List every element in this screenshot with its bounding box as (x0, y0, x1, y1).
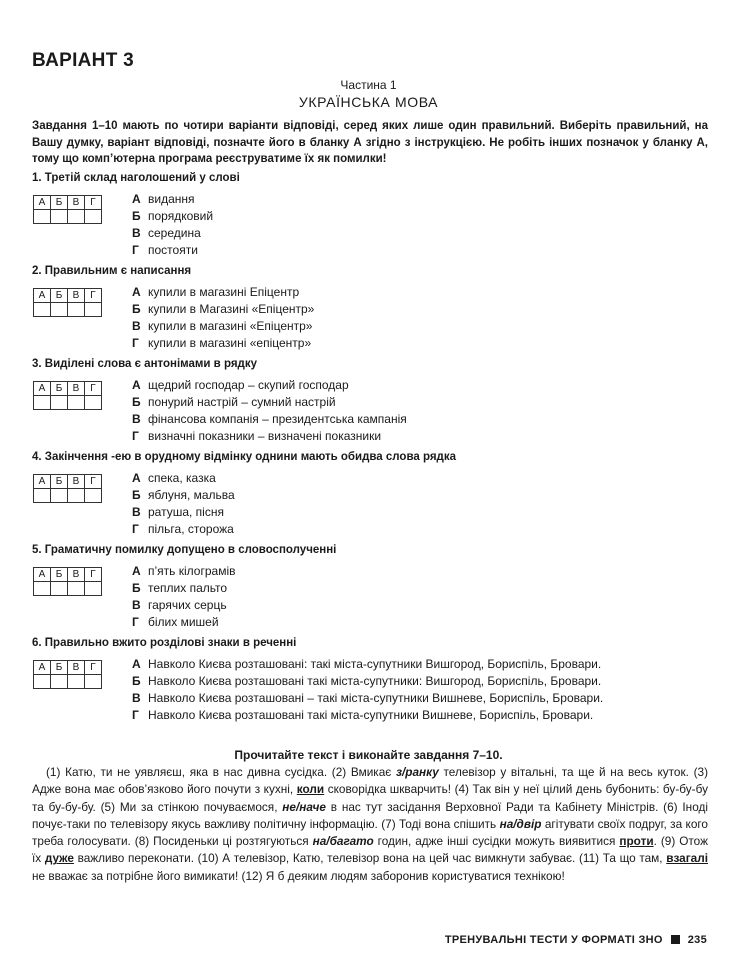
task-question: 5. Граматичну помилку допущено в словосполученні (32, 544, 337, 556)
answer-grid-letter: Б (51, 475, 68, 489)
answer-grid (33, 195, 102, 224)
option-letter: Г (132, 522, 139, 536)
option-item (132, 690, 708, 707)
option-letter: Г (132, 243, 139, 257)
option-letter: А (132, 192, 141, 206)
option-text: купили в Магазині «Епіцентр» (148, 302, 315, 316)
answer-grid-letter: А (34, 196, 51, 210)
task-body (32, 470, 708, 538)
answer-grid-cell[interactable] (85, 303, 102, 317)
option-text: Навколо Києва розташовані такі міста-супутники Вишневе, Бориспіль, Бровари. (148, 708, 594, 722)
option-text: понурий настрій – сумний настрій (148, 395, 336, 409)
answer-grid-cell[interactable] (51, 210, 68, 224)
highlighted-word: на/двір (499, 816, 542, 831)
option-item (132, 301, 708, 318)
option-text: порядковий (148, 209, 214, 223)
answer-grid-letter: А (34, 382, 51, 396)
answer-grid-cell[interactable] (34, 582, 51, 596)
option-letter: А (132, 471, 141, 485)
reading-segment: (1) Катю, ти не уявляєш, яка в нас дивна сусідка. (2) Вмикає (46, 765, 396, 779)
task-question: 6. Правильно вжито розділові знаки в реченні (32, 637, 297, 649)
reading-heading: Прочитайте текст і виконайте завдання 7–10. (234, 748, 503, 762)
answer-grid (33, 567, 102, 596)
option-item (132, 470, 708, 487)
reading-segment: годин, адже інші сусідки можуть виявитися (373, 834, 620, 849)
options-list (132, 563, 708, 631)
answer-grid-letter: Г (85, 475, 102, 489)
option-letter: В (132, 319, 141, 333)
answer-grid-cell[interactable] (34, 210, 51, 224)
options-list (132, 377, 708, 445)
option-letter: В (132, 598, 141, 612)
reading-segment: сковорідка шкварчить! (4) Так він у неї цілий день бубонить: бу-бу-бу та бу-бу-бу. (5) Ми за стінкою почуваємося, (32, 782, 708, 814)
option-item (132, 521, 708, 538)
answer-grid (33, 381, 102, 410)
reading-segment: важливо переконати. (10) А телевізор, Катю, телевізор вона на цей час вимкнути забуває. (11) Та що там, (73, 851, 667, 866)
option-item (132, 335, 708, 352)
option-letter: Б (132, 674, 141, 688)
option-text: ратуша, пісня (148, 505, 224, 519)
answer-grid-letter: В (68, 196, 85, 210)
variant-title: ВАРІАНТ 3 (32, 50, 135, 71)
page-footer (445, 934, 707, 946)
task-body (32, 656, 708, 724)
answer-grid-letter: Г (85, 382, 102, 396)
answer-grid-letter: А (34, 289, 51, 303)
option-item (132, 563, 708, 580)
highlighted-word: дуже (44, 851, 74, 866)
highlighted-word: на/багато (312, 834, 374, 849)
footer-square-icon (671, 935, 680, 944)
option-text: Навколо Києва розташовані – такі міста-супутники Вишневе, Бориспіль, Бровари. (148, 691, 604, 705)
options-list (132, 284, 708, 352)
task-question: 1. Третій склад наголошений у слові (32, 172, 240, 184)
option-letter: В (132, 691, 141, 705)
task-question: 3. Виділені слова є антонімами в рядку (32, 358, 257, 370)
option-letter: Б (132, 302, 141, 316)
task-3 (32, 358, 708, 445)
answer-grid-cell[interactable] (51, 489, 68, 503)
option-letter: Г (132, 615, 139, 629)
answer-grid-letter: Б (51, 196, 68, 210)
option-text: Навколо Києва розташовані такі міста-супутники: Вишгород, Бориспіль, Бровари. (148, 674, 602, 688)
option-text: п’ять кілограмів (148, 564, 236, 578)
reading-segment: . (9) Отож їх (32, 834, 708, 866)
options-list (132, 191, 708, 259)
reading-segment: агітувати своїх подруг, за кого треба голосувати. (8) Посиденьки ці розтягуються (32, 816, 708, 849)
option-item (132, 394, 708, 411)
reading-segment: в нас тут засідання Верховної Ради та Кабінету Міністрів. (6) Іноді почує-таки по телевізору якусь важливу політичну інформацію. (7) Тоді вона спішить (32, 799, 709, 831)
option-item (132, 318, 708, 335)
option-letter: А (132, 564, 141, 578)
answer-grid-cell[interactable] (68, 675, 85, 689)
answer-grid-letter: В (68, 382, 85, 396)
option-text: пільга, сторожа (148, 522, 234, 536)
highlighted-word: коли (296, 782, 325, 797)
answer-grid (33, 288, 102, 317)
option-letter: В (132, 226, 141, 240)
answer-grid-cell[interactable] (68, 582, 85, 596)
option-item (132, 707, 708, 724)
task-body (32, 284, 708, 352)
option-text: теплих пальто (148, 581, 228, 595)
task-4 (32, 451, 708, 538)
answer-grid-cell[interactable] (51, 582, 68, 596)
options-list (132, 470, 708, 538)
task-2 (32, 265, 708, 352)
option-text: яблуня, мальва (148, 488, 235, 502)
option-letter: Г (132, 336, 139, 350)
option-text: купили в магазині «Епіцентр» (148, 319, 313, 333)
option-text: білих мишей (148, 615, 219, 629)
options-list (132, 656, 708, 724)
option-item (132, 428, 708, 445)
option-letter: В (132, 505, 141, 519)
option-text: постояти (148, 243, 198, 257)
answer-grid-letter: В (68, 568, 85, 582)
option-item (132, 377, 708, 394)
reading-text (32, 764, 708, 885)
answer-grid-cell[interactable] (51, 675, 68, 689)
option-text: купили в магазині Епіцентр (148, 285, 300, 299)
answer-grid-letter: Б (51, 661, 68, 675)
answer-grid-cell[interactable] (85, 396, 102, 410)
option-text: середина (148, 226, 201, 240)
answer-grid-letter: В (68, 475, 85, 489)
highlighted-word: проти (619, 834, 654, 849)
answer-grid-cell[interactable] (34, 303, 51, 317)
answer-grid-letter: А (34, 568, 51, 582)
answer-grid-letter: Г (85, 661, 102, 675)
highlighted-word: взагалі (666, 851, 708, 866)
option-item (132, 487, 708, 504)
option-text: гарячих серць (148, 598, 227, 612)
task-1 (32, 172, 708, 259)
option-letter: А (132, 378, 141, 392)
answer-grid-letter: Б (51, 289, 68, 303)
option-item (132, 580, 708, 597)
highlighted-word: не/наче (282, 799, 326, 814)
option-letter: Г (132, 429, 139, 443)
answer-grid-cell[interactable] (85, 582, 102, 596)
page-number: 235 (687, 934, 707, 946)
part-label: Частина 1 (340, 78, 397, 92)
highlighted-word: з/ранку (395, 765, 439, 779)
answer-grid-cell[interactable] (68, 396, 85, 410)
option-item (132, 191, 708, 208)
answer-grid-cell[interactable] (34, 489, 51, 503)
answer-grid-cell[interactable] (34, 675, 51, 689)
answer-grid-cell[interactable] (68, 489, 85, 503)
answer-grid-letter: Г (85, 289, 102, 303)
task-body (32, 191, 708, 259)
option-letter: В (132, 412, 141, 426)
answer-grid-letter: А (34, 661, 51, 675)
answer-grid (33, 474, 102, 503)
option-item (132, 673, 708, 690)
option-item (132, 225, 708, 242)
option-text: визначні показники – визначені показники (148, 429, 382, 443)
option-item (132, 284, 708, 301)
answer-grid-cell[interactable] (85, 210, 102, 224)
answer-grid-cell[interactable] (85, 489, 102, 503)
option-text: Навколо Києва розташовані: такі міста-супутники Вишгород, Бориспіль, Бровари. (148, 657, 602, 671)
task-question: 4. Закінчення -ею в орудному відмінку однини мають обидва слова рядка (32, 451, 456, 463)
answer-grid-cell[interactable] (51, 396, 68, 410)
answer-grid-cell[interactable] (85, 675, 102, 689)
answer-grid-cell[interactable] (68, 303, 85, 317)
option-item (132, 504, 708, 521)
reading-segment: не вважає за потрібне його вимикати! (12) Я б деяким людям заборонив користуватися технікою! (32, 868, 565, 883)
footer-title: ТРЕНУВАЛЬНІ ТЕСТИ У ФОРМАТІ ЗНО (444, 934, 663, 946)
answer-grid-letter: А (34, 475, 51, 489)
task-6 (32, 637, 708, 724)
option-letter: Г (132, 708, 139, 722)
answer-grid-letter: Г (85, 568, 102, 582)
option-letter: Б (132, 488, 141, 502)
answer-grid-letter: В (68, 661, 85, 675)
option-letter: А (132, 285, 141, 299)
option-letter: Б (132, 395, 141, 409)
task-5 (32, 544, 708, 631)
task-body (32, 377, 708, 445)
answer-grid-cell[interactable] (34, 396, 51, 410)
answer-grid-cell[interactable] (68, 210, 85, 224)
option-letter: Б (132, 581, 141, 595)
task-body (32, 563, 708, 631)
option-item (132, 411, 708, 428)
option-text: видання (148, 192, 195, 206)
reading-segment: телевізор у вітальні, та ще й на весь куток. (3) Адже вона має обов’язково його почути з кухні, (32, 765, 709, 797)
answer-grid (33, 660, 102, 689)
option-item (132, 656, 708, 673)
option-text: спека, казка (148, 471, 216, 485)
option-item (132, 597, 708, 614)
option-text: щедрий господар – скупий господар (148, 378, 349, 392)
option-letter: Б (132, 209, 141, 223)
task-question: 2. Правильним є написання (32, 265, 192, 277)
answer-grid-letter: В (68, 289, 85, 303)
answer-grid-letter: Г (85, 196, 102, 210)
instructions: Завдання 1–10 мають по чотири варіанти відповіді, серед яких лише один правильний. Виберіть правильний, на Вашу думку, варіант відповіді, позначте його в бланку А згідно з інструкцією. Не робіть інших позначок у бланку А, тому що комп’ютерна програма реєструватиме їх як помилки! (32, 120, 708, 165)
subject-title: УКРАЇНСЬКА МОВА (298, 94, 439, 110)
answer-grid-letter: Б (51, 382, 68, 396)
answer-grid-cell[interactable] (51, 303, 68, 317)
option-letter: А (132, 657, 141, 671)
answer-grid-letter: Б (51, 568, 68, 582)
option-item (132, 614, 708, 631)
option-text: фінансова компанія – президентська кампанія (148, 412, 407, 426)
option-text: купили в магазині «епіцентр» (148, 336, 312, 350)
option-item (132, 208, 708, 225)
option-item (132, 242, 708, 259)
